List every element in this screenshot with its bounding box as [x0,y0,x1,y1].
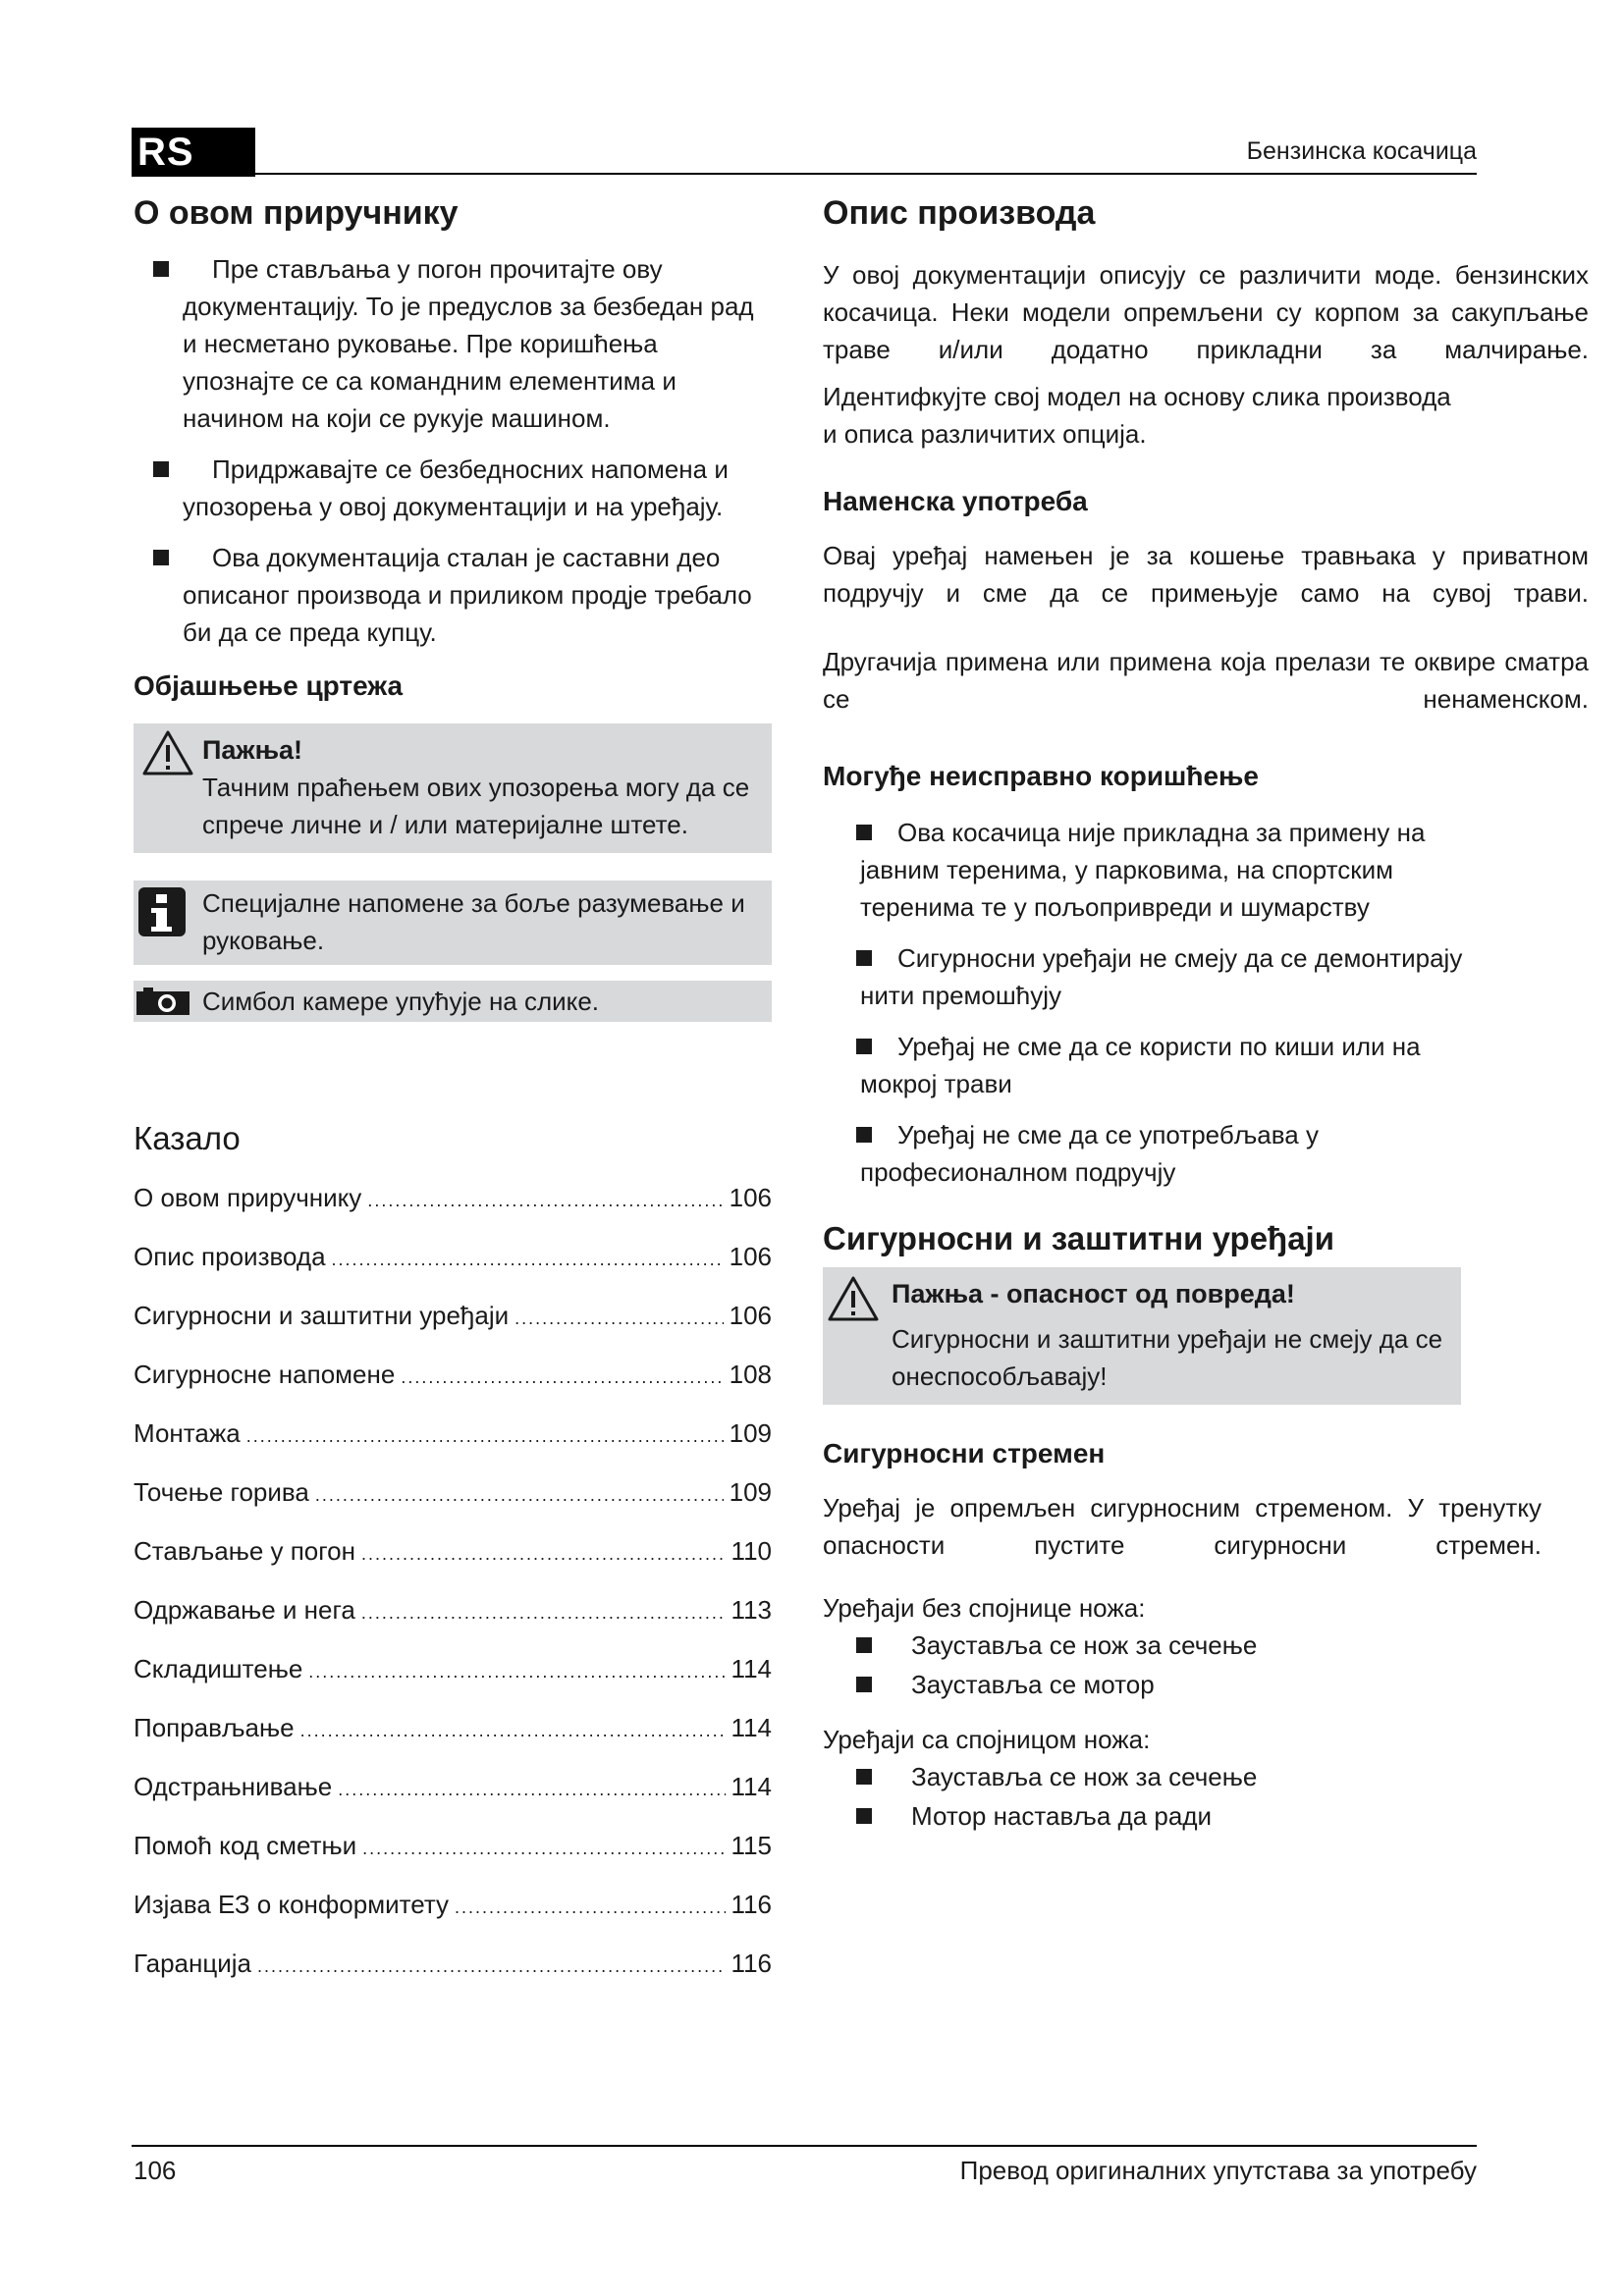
intended-title: Наменска употреба [823,486,1088,516]
toc-entry-page: 109 [729,1418,772,1448]
toc-entry-label: Изјава ЕЗ о конформитету [134,1890,450,1919]
toc-entry-page: 106 [729,1242,772,1271]
toc-entry-page: 114 [731,1654,772,1683]
warning-text: Тачним праћењем ових упозорења могу да се спрече личне и / или материјалне штете. [202,773,750,839]
toc-entry-page: 109 [729,1477,772,1507]
toc-entry-label: Опис производа [134,1242,326,1271]
toc-entry[interactable] [134,1238,772,1297]
list-item: Ова документација сталан је саставни део описаног производа и приликом продје требало би да се преда купцу. [122,539,772,651]
info-icon [137,886,187,942]
bracket-paragraph: Уређај је опремљен сигурносним стременом. У тренутку опасности пустите сигурносни стремен. [823,1493,1542,1560]
toc-leader-dots [338,1771,725,1808]
bullet-square [856,1769,872,1785]
list-item: Сигурносни уређаји не смеју да се демонтирају нити премошћују [823,939,1597,1014]
list-item: Пре стављања у погон прочитајте ову документацију. То је предуслов за безбедан рад и несметано руковање. Пре коришћења упознајте се са командним елементима и начином на који се рукује машином. [122,250,772,437]
list-item: Уређај не сме да се употребљава у професионалном подручју [823,1116,1597,1191]
list-item: Зауставља се мотор [823,1666,1597,1703]
list-item: Ова косачица није прикладна за примену на јавним теренима, у парковима, на спортским теренима те у пољопривреди и шумарству [823,814,1597,926]
toc-entry[interactable] [134,1297,772,1356]
list-item: Мотор наставља да ради [823,1797,1597,1835]
info-text: Специјалне напомене за боље разумевање и руковање. [202,888,745,955]
header-title: Бензинска косачица [1246,137,1477,165]
toc-entry-page: 110 [731,1536,772,1566]
toc-entry-page: 114 [731,1713,772,1742]
toc-entry-page: 116 [731,1949,772,1978]
safety-warning-text: Сигурносни и заштитни уређаји не смеју да се онеспособљавају! [892,1324,1443,1391]
misuse-bullets [823,814,1597,1191]
toc-entry[interactable] [134,1473,772,1532]
toc-entry-label: Сигурносни и заштитни уређаји [134,1301,510,1330]
toc-leader-dots [315,1476,724,1514]
bullet-square [856,1637,872,1653]
toc-entry[interactable] [134,1709,772,1768]
left-column [134,194,772,2003]
right-column [823,194,1597,1837]
toc-entry[interactable] [134,1827,772,1886]
bullet-square [856,1808,872,1824]
toc-entry[interactable] [134,1945,772,2003]
toc-leader-dots [332,1241,724,1278]
toc-entry-page: 116 [731,1890,772,1919]
with-coupling-list [823,1758,1597,1835]
toc-entry[interactable] [134,1768,772,1827]
toc-entry-label: Одржавање и нега [134,1595,355,1625]
toc-entry-label: Стављање у погон [134,1536,355,1566]
safety-warning-box [823,1267,1461,1405]
product-paragraph-2: Идентифкујте свој модел на основу слика производа и описа различитих опција. [823,382,1451,449]
toc-entry-page: 108 [729,1360,772,1389]
toc-entry[interactable] [134,1886,772,1945]
toc-leader-dots [514,1300,723,1337]
bullet-square [856,825,872,840]
toc-entry-page: 106 [729,1301,772,1330]
toc-entry-label: Сигурносне напомене [134,1360,396,1389]
with-coupling-label: Уређаји са спојницом ножа: [823,1725,1151,1754]
footer-rule [132,2145,1477,2147]
toc-entry-label: Гаранција [134,1949,252,1978]
header-rule [255,173,1477,175]
toc-entry[interactable] [134,1591,772,1650]
toc-leader-dots [455,1889,726,1926]
toc-title: Казало [134,1120,241,1156]
toc-entry-page: 115 [731,1831,772,1860]
toc-entry-label: Монтажа [134,1418,241,1448]
toc-leader-dots [308,1653,725,1690]
bracket-title: Сигурносни стремен [823,1438,1106,1468]
list-item: Придржавајте се безбедносних напомена и упозорења у овој документацији и на уређају. [122,451,772,525]
list-item: Зауставља се нож за сечење [823,1758,1597,1795]
toc-entry[interactable] [134,1356,772,1415]
bullet-square [153,261,169,277]
toc-leader-dots [361,1594,726,1631]
toc-leader-dots [362,1830,725,1867]
list-item: Зауставља се нож за сечење [823,1627,1597,1664]
info-box [134,881,772,965]
toc-entry[interactable] [134,1179,772,1238]
bullet-square [856,1127,872,1143]
without-coupling-list [823,1627,1597,1703]
bullet-square [856,1039,872,1054]
about-title: О овом приручнику [134,194,459,232]
list-item: Уређај не сме да се користи по киши или на мокрој трави [823,1028,1597,1102]
warning-box [134,723,772,853]
bullet-square [153,550,169,565]
toc-entry-page: 113 [731,1595,772,1625]
intended-paragraph-2: Другачија примена или примена која прелази те оквире сматра се ненаменском. [823,647,1589,714]
safety-title: Сигурносни и заштитни уређаји [823,1220,1335,1256]
warning-title: Пажња! [202,735,303,765]
camera-icon [135,987,190,1021]
misuse-title: Могуђе неисправно коришћење [823,761,1260,791]
toc-entry-label: Точење горива [134,1477,309,1507]
toc-entry[interactable] [134,1415,772,1473]
bullet-square [153,461,169,477]
toc-entry-label: Одстрањнивање [134,1772,333,1801]
toc-entry-page: 106 [729,1183,772,1212]
toc-entry-label: Поправљање [134,1713,295,1742]
safety-warning-title: Пажња - опасност од повреда! [892,1279,1295,1308]
footer-text: Превод оригиналних упутстава за употребу [959,2156,1477,2185]
language-badge: RS [132,128,255,177]
warning-triangle-icon [141,729,194,781]
product-title: Опис производа [823,194,1096,232]
legend-title: Објашњење цртежа [134,670,404,701]
toc-entry[interactable] [134,1532,772,1591]
toc-entry[interactable] [134,1650,772,1709]
toc-entry-page: 114 [731,1772,772,1801]
about-bullets [122,250,772,651]
toc-leader-dots [367,1182,723,1219]
product-paragraph-1: У овој документацији описују се различити моде. бензинских косачица. Неки модели опремљени су корпом за сакупљање траве и/или додатно прикладни за малчирање. [823,260,1589,364]
toc-entry-label: О овом приручнику [134,1183,362,1212]
toc-entry-label: Складиштење [134,1654,303,1683]
page-number: 106 [134,2156,177,2185]
camera-text: Симбол камере упућује на слике. [202,987,600,1016]
camera-box [134,981,772,1022]
intended-paragraph-1: Овај уређај намењен је за кошење травњака у приватном подручју и сме да се примењује само на сувој трави. [823,541,1589,608]
warning-triangle-icon [827,1275,880,1327]
without-coupling-label: Уређаји без спојнице ножа: [823,1593,1146,1623]
toc-leader-dots [401,1359,723,1396]
bullet-square [856,950,872,966]
table-of-contents [134,1179,772,2003]
bullet-square [856,1677,872,1692]
toc-leader-dots [300,1712,726,1749]
toc-leader-dots [361,1535,726,1573]
toc-leader-dots [246,1417,724,1455]
toc-entry-label: Помоћ код сметњи [134,1831,357,1860]
toc-leader-dots [257,1948,726,1985]
